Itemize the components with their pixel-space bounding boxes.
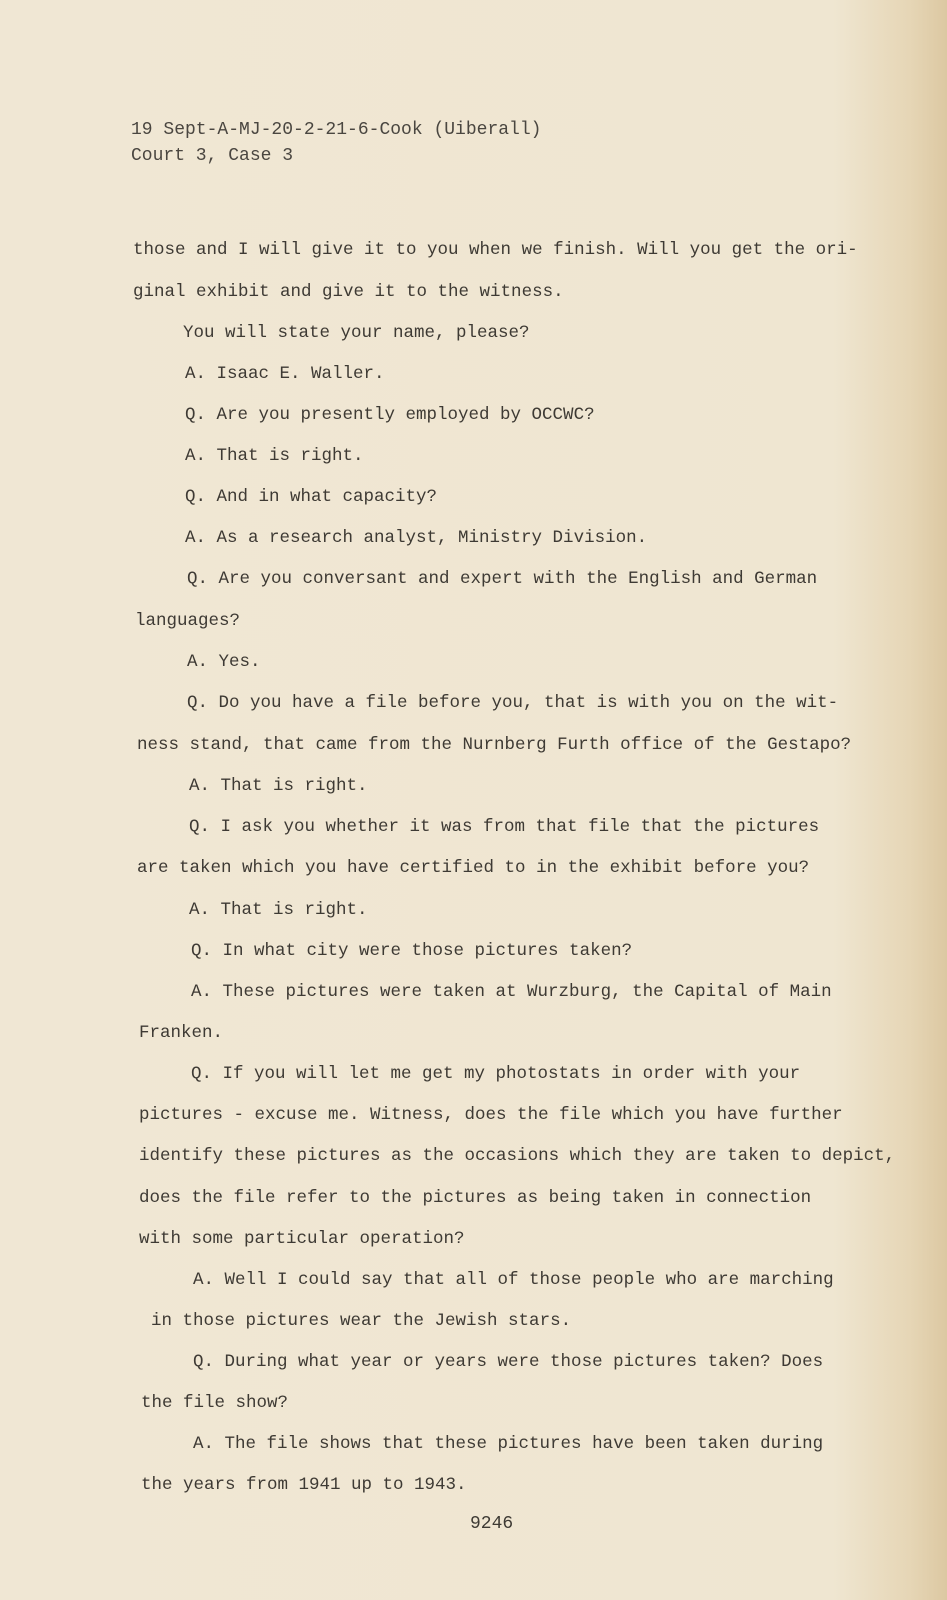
transcript-line: Q. Do you have a file before you, that is with you on the wit- — [187, 693, 839, 713]
transcript-line: Franken. — [139, 1023, 224, 1043]
transcript-line: languages? — [135, 611, 241, 631]
transcript-line: Q. Are you conversant and expert with the English and German — [187, 569, 818, 589]
transcript-line: A. That is right. — [189, 776, 368, 796]
header-reference: 19 Sept-A-MJ-20-2-21-6-Cook (Uiberall) — [131, 120, 542, 140]
header-court-case: Court 3, Case 3 — [131, 146, 294, 166]
transcript-line: Q. I ask you whether it was from that file that the pictures — [189, 817, 820, 837]
transcript-line: A. The file shows that these pictures have been taken during — [193, 1434, 824, 1454]
transcript-line: A. That is right. — [189, 900, 368, 920]
transcript-line: A. Well I could say that all of those people who are marching — [193, 1270, 834, 1290]
transcript-line: A. Yes. — [187, 652, 261, 672]
transcript-line: Q. Are you presently employed by OCCWC? — [185, 405, 595, 425]
transcript-line: Q. During what year or years were those pictures taken? Does — [193, 1352, 824, 1372]
transcript-line: in those pictures wear the Jewish stars. — [151, 1311, 572, 1331]
transcript-line: Q. In what city were those pictures taken? — [191, 941, 633, 961]
transcript-line: the years from 1941 up to 1943. — [141, 1475, 467, 1495]
transcript-line: pictures - excuse me. Witness, does the file which you have further — [139, 1105, 843, 1125]
transcript-line: You will state your name, please? — [183, 323, 530, 343]
transcript-line: A. These pictures were taken at Wurzburg, the Capital of Main — [191, 982, 832, 1002]
transcript-line: ginal exhibit and give it to the witness. — [133, 282, 564, 302]
document-header — [131, 117, 541, 169]
transcript-line: with some particular operation? — [139, 1229, 465, 1249]
transcript-line: Q. If you will let me get my photostats in order with your — [191, 1064, 801, 1084]
transcript-line: those and I will give it to you when we finish. Will you get the ori- — [133, 240, 858, 260]
page-number: 9246 — [470, 1514, 514, 1534]
transcript-line: does the file refer to the pictures as being taken in connection — [139, 1188, 812, 1208]
transcript-line: A. As a research analyst, Ministry Division. — [185, 528, 648, 548]
transcript-line: A. That is right. — [185, 446, 364, 466]
transcript-line: identify these pictures as the occasions which they are taken to depict, — [139, 1146, 896, 1166]
transcript-line: ness stand, that came from the Nurnberg Furth office of the Gestapo? — [137, 735, 852, 755]
transcript-line: Q. And in what capacity? — [185, 487, 438, 507]
transcript-line: A. Isaac E. Waller. — [185, 364, 385, 384]
transcript-line: the file show? — [141, 1393, 289, 1413]
transcript-line: are taken which you have certified to in the exhibit before you? — [137, 858, 810, 878]
